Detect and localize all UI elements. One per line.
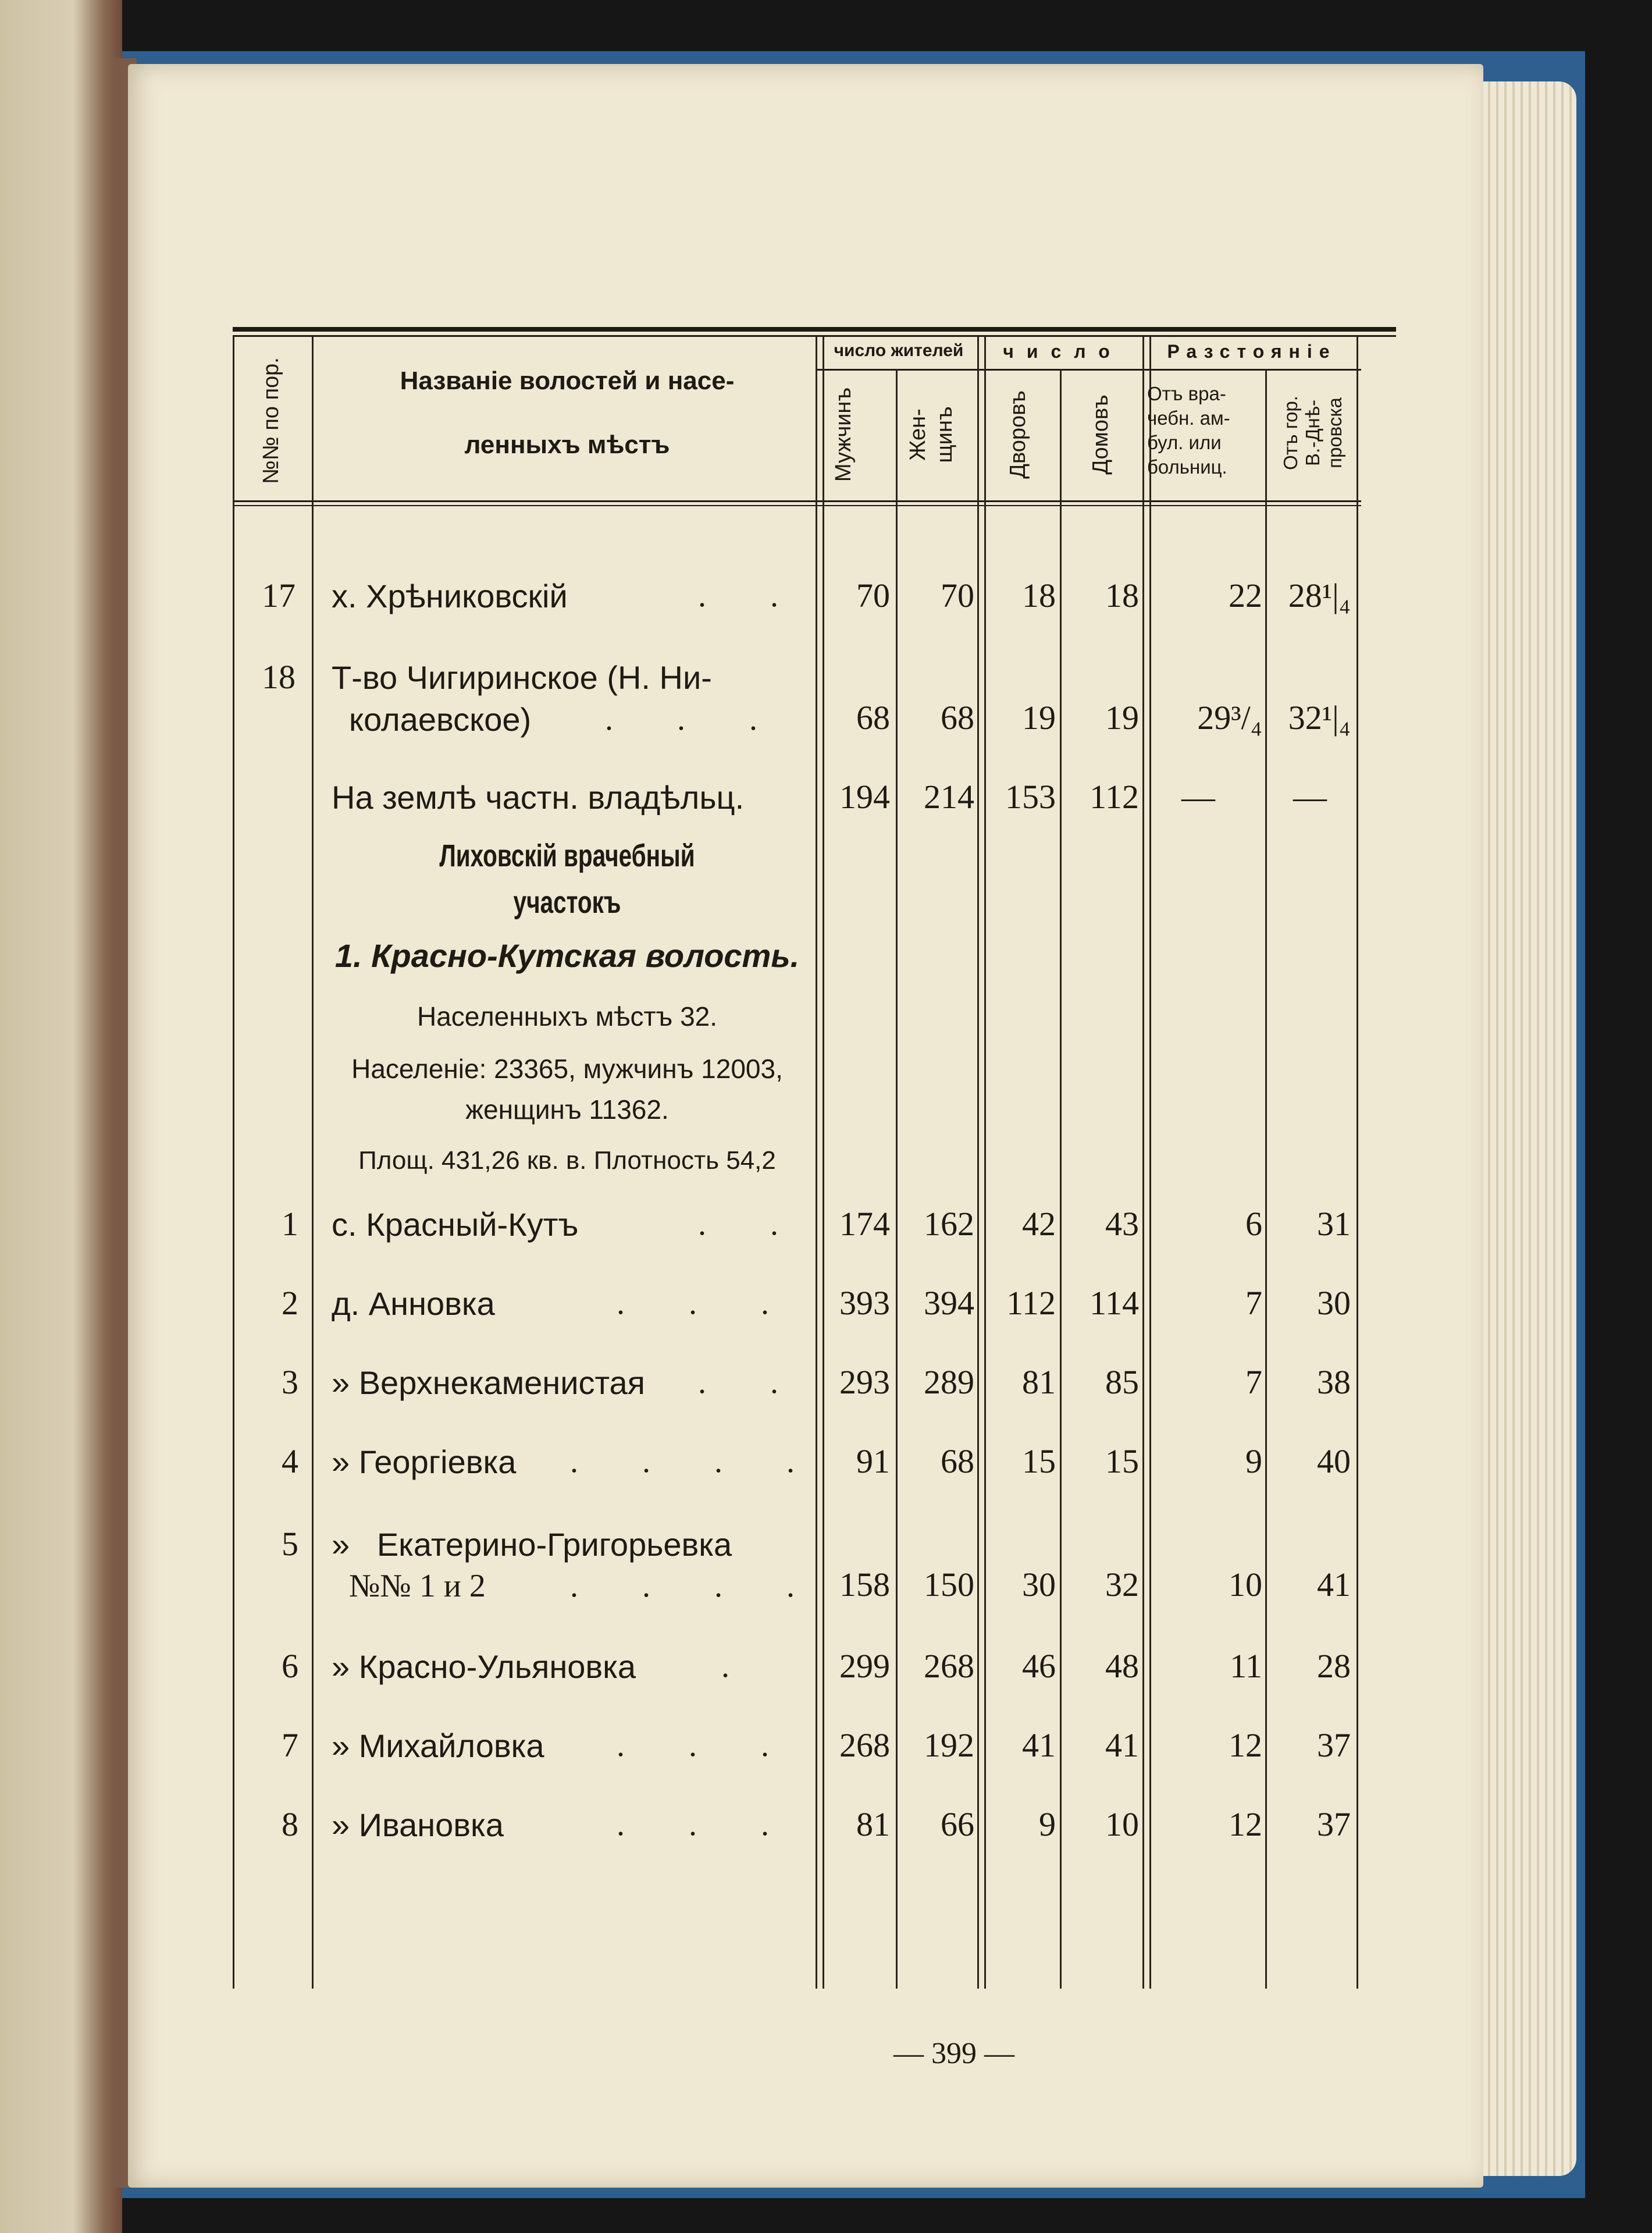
place-name: » Красно-Ульяновка <box>332 1648 636 1685</box>
yards-count: 15 <box>1022 1442 1056 1480</box>
header-dist-hosp-4: больниц. <box>1147 456 1227 478</box>
header-col-men: Мужчинъ <box>831 387 856 482</box>
dist-hospital: 22 <box>1229 577 1262 614</box>
dist-hospital: 7 <box>1245 1363 1262 1401</box>
dist-city: — <box>1293 778 1327 816</box>
row-number: 5 <box>282 1525 298 1563</box>
women-count: 162 <box>924 1205 974 1243</box>
leader-dots: . . . <box>617 1285 797 1321</box>
header-dist-hosp-2: чебн. ам- <box>1147 407 1230 429</box>
women-count: 66 <box>941 1805 974 1843</box>
yards-count: 9 <box>1039 1805 1056 1843</box>
place-name: х. Хрѣниковскій <box>332 578 568 614</box>
header-dist-hosp-3: бул. или <box>1147 432 1222 453</box>
row-number: 1 <box>282 1205 298 1243</box>
yards-count: 42 <box>1022 1205 1056 1243</box>
table-top-rule-thin <box>233 335 1396 337</box>
houses-count: 43 <box>1105 1205 1139 1243</box>
header-dist-city-2: В.-Днѣ- <box>1302 400 1323 466</box>
dist-hospital: 10 <box>1229 1566 1262 1603</box>
leader-dots: . . . <box>617 1807 797 1843</box>
houses-count: 41 <box>1105 1726 1139 1764</box>
row-number: 6 <box>282 1647 298 1685</box>
col-line-hosp <box>1265 369 1267 1989</box>
dist-hospital: 11 <box>1230 1647 1262 1685</box>
header-group-population: число жителей <box>834 341 964 360</box>
col-line-men <box>896 369 898 1989</box>
houses-count: 32 <box>1105 1566 1139 1603</box>
header-bottom-rule <box>233 500 1361 502</box>
place-name: » Михайловка <box>332 1727 544 1764</box>
houses-count: 18 <box>1105 577 1139 614</box>
header-dist-city-3: провска <box>1324 397 1345 468</box>
place-name: Т-во Чигиринское (Н. Ни- <box>332 659 712 696</box>
row-number: 3 <box>282 1363 298 1401</box>
table-top-rule <box>233 327 1396 332</box>
women-count: 394 <box>924 1284 974 1322</box>
place-name: д. Анновка <box>332 1285 495 1322</box>
col-line-no <box>312 336 314 1989</box>
book-page <box>128 64 1483 2188</box>
leader-dots: . . <box>698 578 806 614</box>
volost-title: 1. Красно-Кутская волость. <box>334 937 800 974</box>
houses-count: 48 <box>1105 1647 1139 1685</box>
places-count: Населенныхъ мѣстъ 32. <box>416 1001 718 1032</box>
men-count: 393 <box>839 1284 890 1322</box>
women-count: 68 <box>941 699 974 737</box>
dist-city: 31 <box>1317 1205 1351 1243</box>
leader-dots: . . . <box>605 701 785 737</box>
yards-count: 153 <box>1005 778 1056 816</box>
dist-city: 28¹|₄ <box>1288 577 1351 614</box>
yards-count: 41 <box>1022 1726 1056 1764</box>
dist-hospital: 7 <box>1245 1284 1262 1322</box>
place-name: » Георгіевка <box>332 1443 517 1480</box>
houses-count: 19 <box>1105 699 1139 737</box>
row-number: 18 <box>262 658 295 696</box>
men-count: 293 <box>839 1363 890 1401</box>
place-name: На землѣ частн. владѣльц. <box>332 779 745 816</box>
dist-city: 38 <box>1317 1363 1351 1401</box>
dist-city: 41 <box>1317 1566 1351 1603</box>
leader-dots: . . . <box>617 1727 797 1763</box>
left-page-spine <box>0 0 122 2233</box>
dist-hospital: 29³/₄ <box>1197 699 1262 737</box>
row-number: 17 <box>262 577 295 614</box>
header-col-name-2: ленныхъ мѣстъ <box>464 431 670 459</box>
leader-dots: . . . . <box>570 1443 823 1480</box>
men-count: 299 <box>839 1647 890 1685</box>
header-col-yards: Дворовъ <box>1006 390 1030 479</box>
yards-count: 30 <box>1022 1566 1056 1603</box>
leader-dots: . <box>721 1648 757 1684</box>
place-name: » Верхнекаменистая <box>332 1364 645 1401</box>
population-line-2: женщинъ 11362. <box>465 1094 669 1125</box>
men-count: 174 <box>839 1205 890 1243</box>
leader-dots: . . <box>698 1364 806 1400</box>
houses-count: 114 <box>1090 1284 1139 1322</box>
women-count: 268 <box>924 1647 974 1685</box>
place-name-cont: колаевское) <box>349 701 532 738</box>
row-number: 2 <box>282 1284 298 1322</box>
dist-city: 28 <box>1317 1647 1351 1685</box>
col-line-left <box>233 336 234 1989</box>
dist-city: 40 <box>1317 1442 1351 1480</box>
yards-count: 81 <box>1022 1363 1056 1401</box>
women-count: 289 <box>924 1363 974 1401</box>
place-name-cont: №№ 1 и 2 <box>349 1568 486 1604</box>
dist-city: 32¹|₄ <box>1288 699 1351 737</box>
place-name: » Ивановка <box>332 1807 504 1843</box>
district-title-2: участокъ <box>513 885 621 920</box>
yards-count: 46 <box>1022 1647 1056 1685</box>
dist-city: 37 <box>1317 1726 1351 1764</box>
dist-city: 30 <box>1317 1284 1351 1322</box>
women-count: 68 <box>941 1442 974 1480</box>
men-count: 68 <box>856 699 890 737</box>
leader-dots: . . <box>698 1206 806 1242</box>
header-bottom-rule-2 <box>233 505 1361 506</box>
yards-count: 18 <box>1022 577 1056 614</box>
women-count: 214 <box>924 778 974 816</box>
women-count: 150 <box>924 1566 974 1603</box>
header-col-women-1: Жен- <box>906 408 930 461</box>
district-title-1: Лиховскій врачебный <box>439 838 695 873</box>
dist-hospital: 12 <box>1229 1805 1262 1843</box>
leader-dots: . . . . <box>570 1568 823 1604</box>
yards-count: 112 <box>1006 1284 1056 1322</box>
population-line-1: Населеніе: 23365, мужчинъ 12003, <box>351 1054 783 1084</box>
col-line-yards <box>1060 369 1062 1989</box>
men-count: 81 <box>856 1805 890 1843</box>
header-group-distance: Разстояніе <box>1167 341 1337 362</box>
houses-count: 15 <box>1105 1442 1139 1480</box>
row-number: 4 <box>282 1442 298 1480</box>
yards-count: 19 <box>1022 699 1056 737</box>
col-line-houses <box>1142 336 1151 1989</box>
header-dist-city-1: Отъ гор. <box>1280 396 1301 470</box>
row-number: 7 <box>282 1726 298 1764</box>
men-count: 194 <box>839 778 890 816</box>
women-count: 70 <box>941 577 974 614</box>
dist-hospital: 9 <box>1245 1442 1262 1480</box>
women-count: 192 <box>924 1726 974 1764</box>
header-col-name-1: Названіе волостей и насе- <box>400 367 735 395</box>
dist-hospital: 6 <box>1245 1205 1262 1243</box>
houses-count: 85 <box>1105 1363 1139 1401</box>
header-col-women-2: щинъ <box>932 406 957 463</box>
men-count: 158 <box>839 1566 890 1603</box>
dist-city: 37 <box>1317 1805 1351 1843</box>
header-dist-hosp-1: Отъ вра- <box>1147 383 1226 404</box>
row-number: 8 <box>282 1805 298 1843</box>
men-count: 268 <box>839 1726 890 1764</box>
header-col-houses: Домовъ <box>1088 394 1113 475</box>
houses-count: 112 <box>1090 778 1139 816</box>
col-line-right <box>1357 336 1358 1989</box>
dist-hospital: 12 <box>1229 1726 1262 1764</box>
men-count: 91 <box>856 1442 890 1480</box>
houses-count: 10 <box>1105 1805 1139 1843</box>
header-col-no: №№ по пор. <box>259 357 283 484</box>
area-density: Площ. 431,26 кв. в. Плотность 54,2 <box>358 1146 776 1175</box>
place-name: » Екатерино-Григорьевка <box>332 1526 732 1563</box>
header-group-count: число <box>1003 341 1123 362</box>
dist-hospital: — <box>1181 778 1215 816</box>
men-count: 70 <box>856 577 890 614</box>
place-name: с. Красный-Кутъ <box>332 1206 579 1243</box>
page-number: — 399 — <box>893 2037 1014 2070</box>
